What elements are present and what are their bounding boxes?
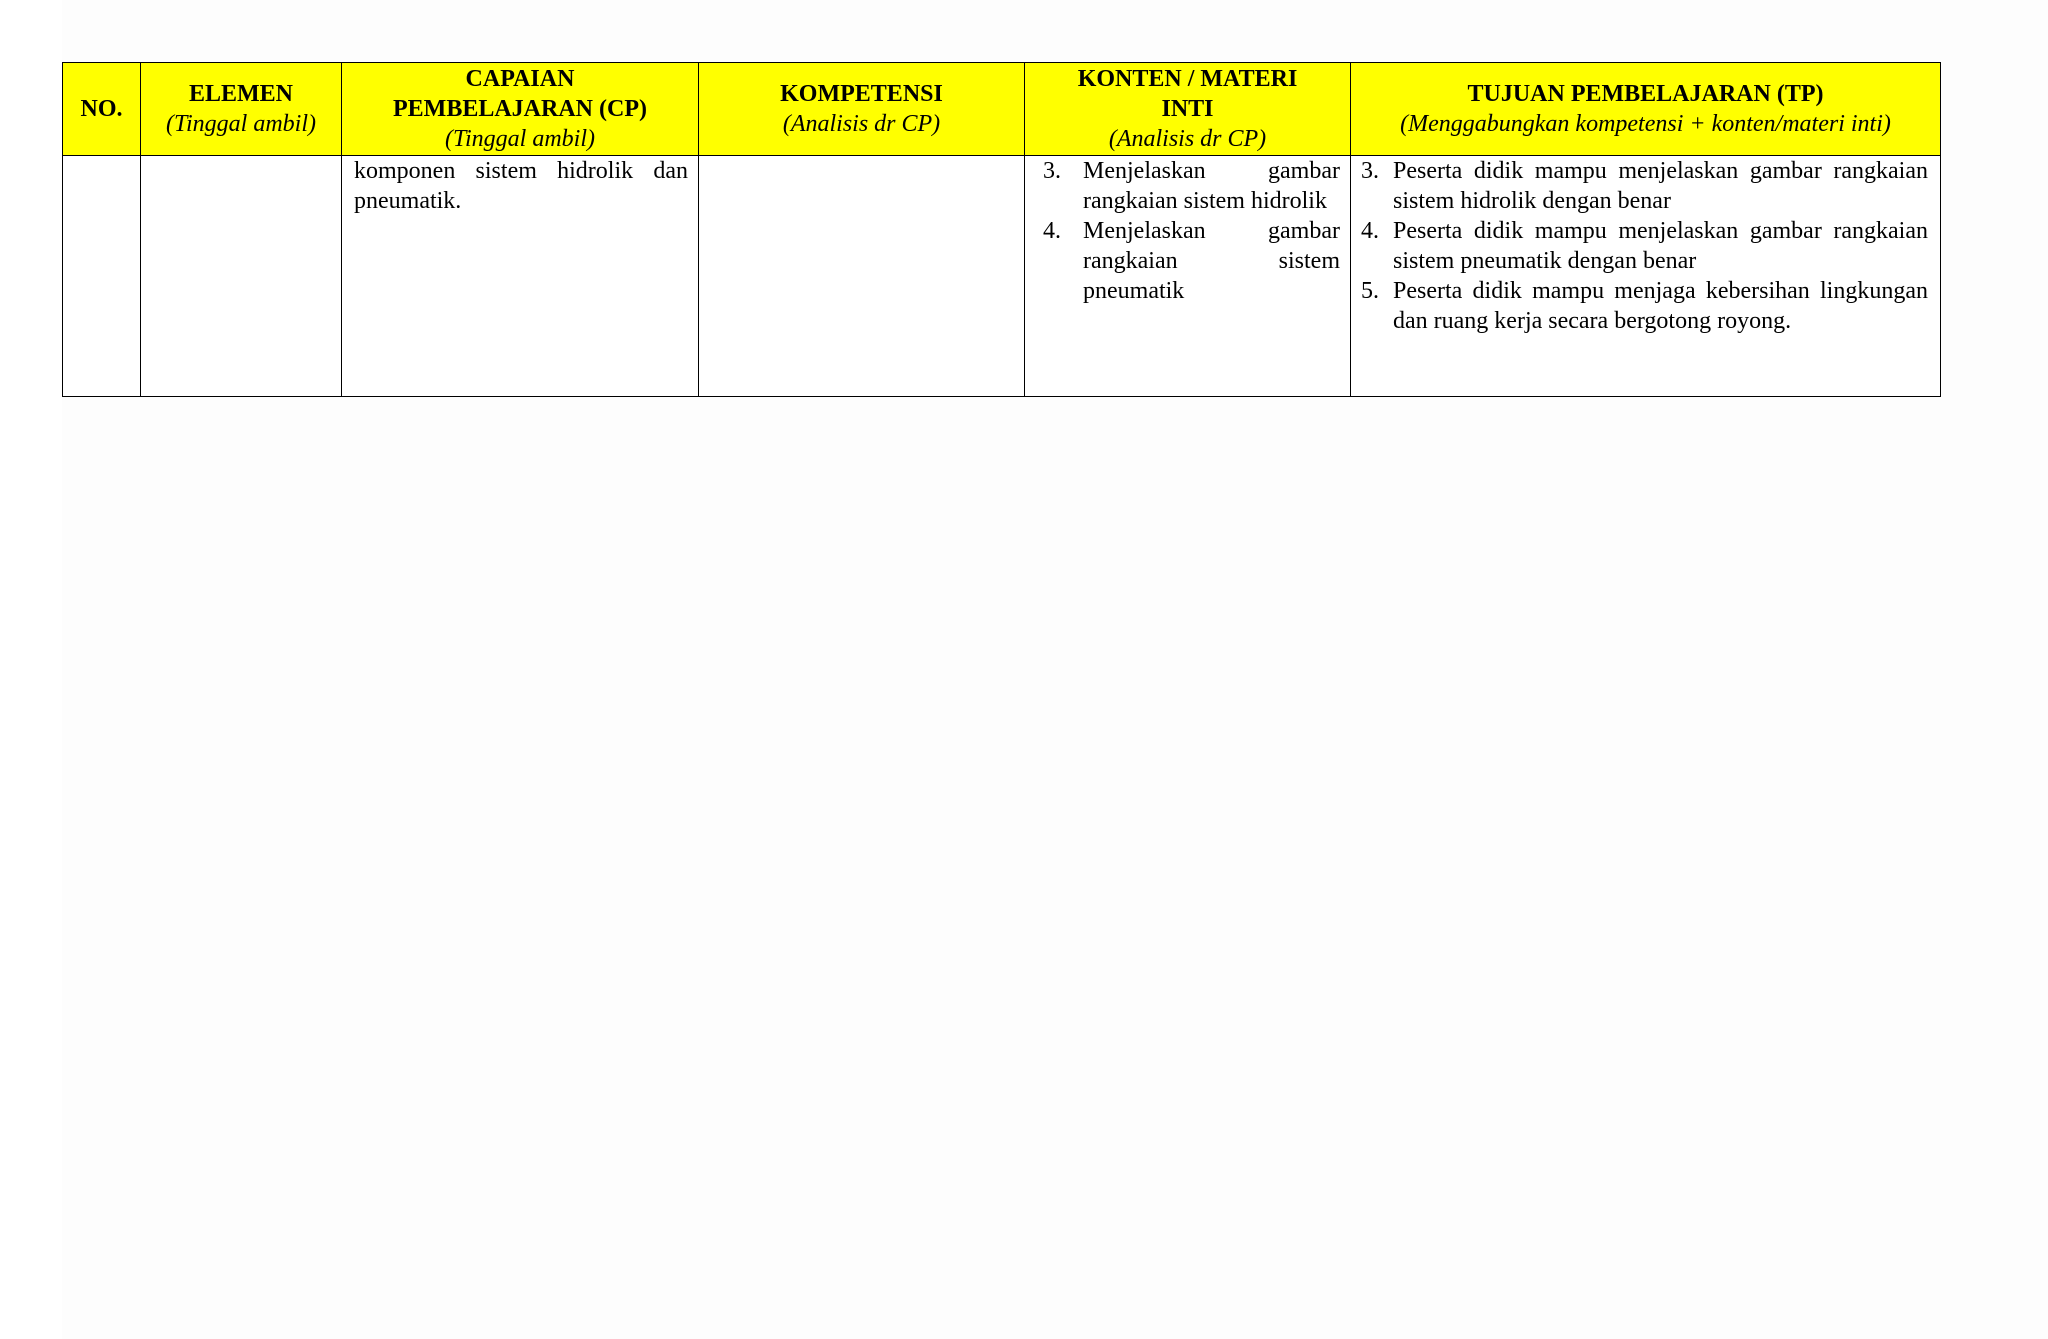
header-tp	[1351, 63, 1941, 156]
konten-list	[1025, 156, 1350, 306]
list-item	[1351, 216, 1928, 276]
list-item	[1025, 156, 1340, 216]
header-elemen-title: ELEMEN	[188, 81, 293, 107]
cell-konten	[1025, 156, 1351, 397]
list-item-number: 4.	[1043, 218, 1061, 244]
table-row	[63, 156, 1941, 397]
list-item	[1025, 216, 1340, 306]
list-item-text: Peserta didik mampu menjelaskan gambar rangkaian sistem hidrolik dengan benar	[1393, 158, 1928, 214]
learning-objectives-table	[62, 62, 1941, 397]
list-item-number: 4.	[1361, 218, 1379, 244]
cell-elemen	[141, 156, 342, 397]
header-kompetensi-note: (Analisis dr CP)	[782, 111, 941, 137]
header-tp-title: TUJUAN PEMBELAJARAN (TP)	[1467, 81, 1824, 107]
header-konten	[1025, 63, 1351, 156]
list-item	[1351, 156, 1928, 216]
list-item-text: Peserta didik mampu menjelaskan gambar rangkaian sistem pneumatik dengan benar	[1393, 218, 1928, 274]
header-no	[63, 63, 141, 156]
header-kompetensi-title: KOMPETENSI	[780, 81, 943, 107]
header-no-title: NO.	[80, 96, 123, 122]
header-elemen	[141, 63, 342, 156]
tp-list	[1351, 156, 1940, 336]
list-item-number: 3.	[1361, 158, 1379, 184]
list-item-number: 5.	[1361, 278, 1379, 304]
header-tp-note: (Menggabungkan kompetensi + konten/materi inti)	[1400, 111, 1891, 137]
list-item-number: 3.	[1043, 158, 1061, 184]
list-item-text: Menjelaskan gambar rangkaian sistem pneumatik	[1083, 218, 1340, 304]
header-cp-note: (Tinggal ambil)	[444, 126, 595, 152]
cell-cp	[342, 156, 699, 397]
header-konten-note: (Analisis dr CP)	[1108, 126, 1267, 152]
list-item-text: Peserta didik mampu menjaga kebersihan lingkungan dan ruang kerja secara bergotong royong.	[1393, 278, 1928, 334]
header-row	[63, 63, 1941, 156]
header-kompetensi	[699, 63, 1025, 156]
header-cp	[342, 63, 699, 156]
cp-text: komponen sistem hidrolik dan pneumatik.	[354, 158, 688, 214]
header-konten-title: KONTEN / MATERI INTI	[1077, 66, 1298, 122]
cell-kompetensi	[699, 156, 1025, 397]
list-item-text: Menjelaskan gambar rangkaian sistem hidrolik	[1083, 158, 1340, 214]
cell-no	[63, 156, 141, 397]
header-cp-title: CAPAIAN PEMBELAJARAN (CP)	[393, 66, 647, 122]
cell-tp	[1351, 156, 1941, 397]
list-item	[1351, 276, 1928, 336]
header-elemen-note: (Tinggal ambil)	[165, 111, 316, 137]
